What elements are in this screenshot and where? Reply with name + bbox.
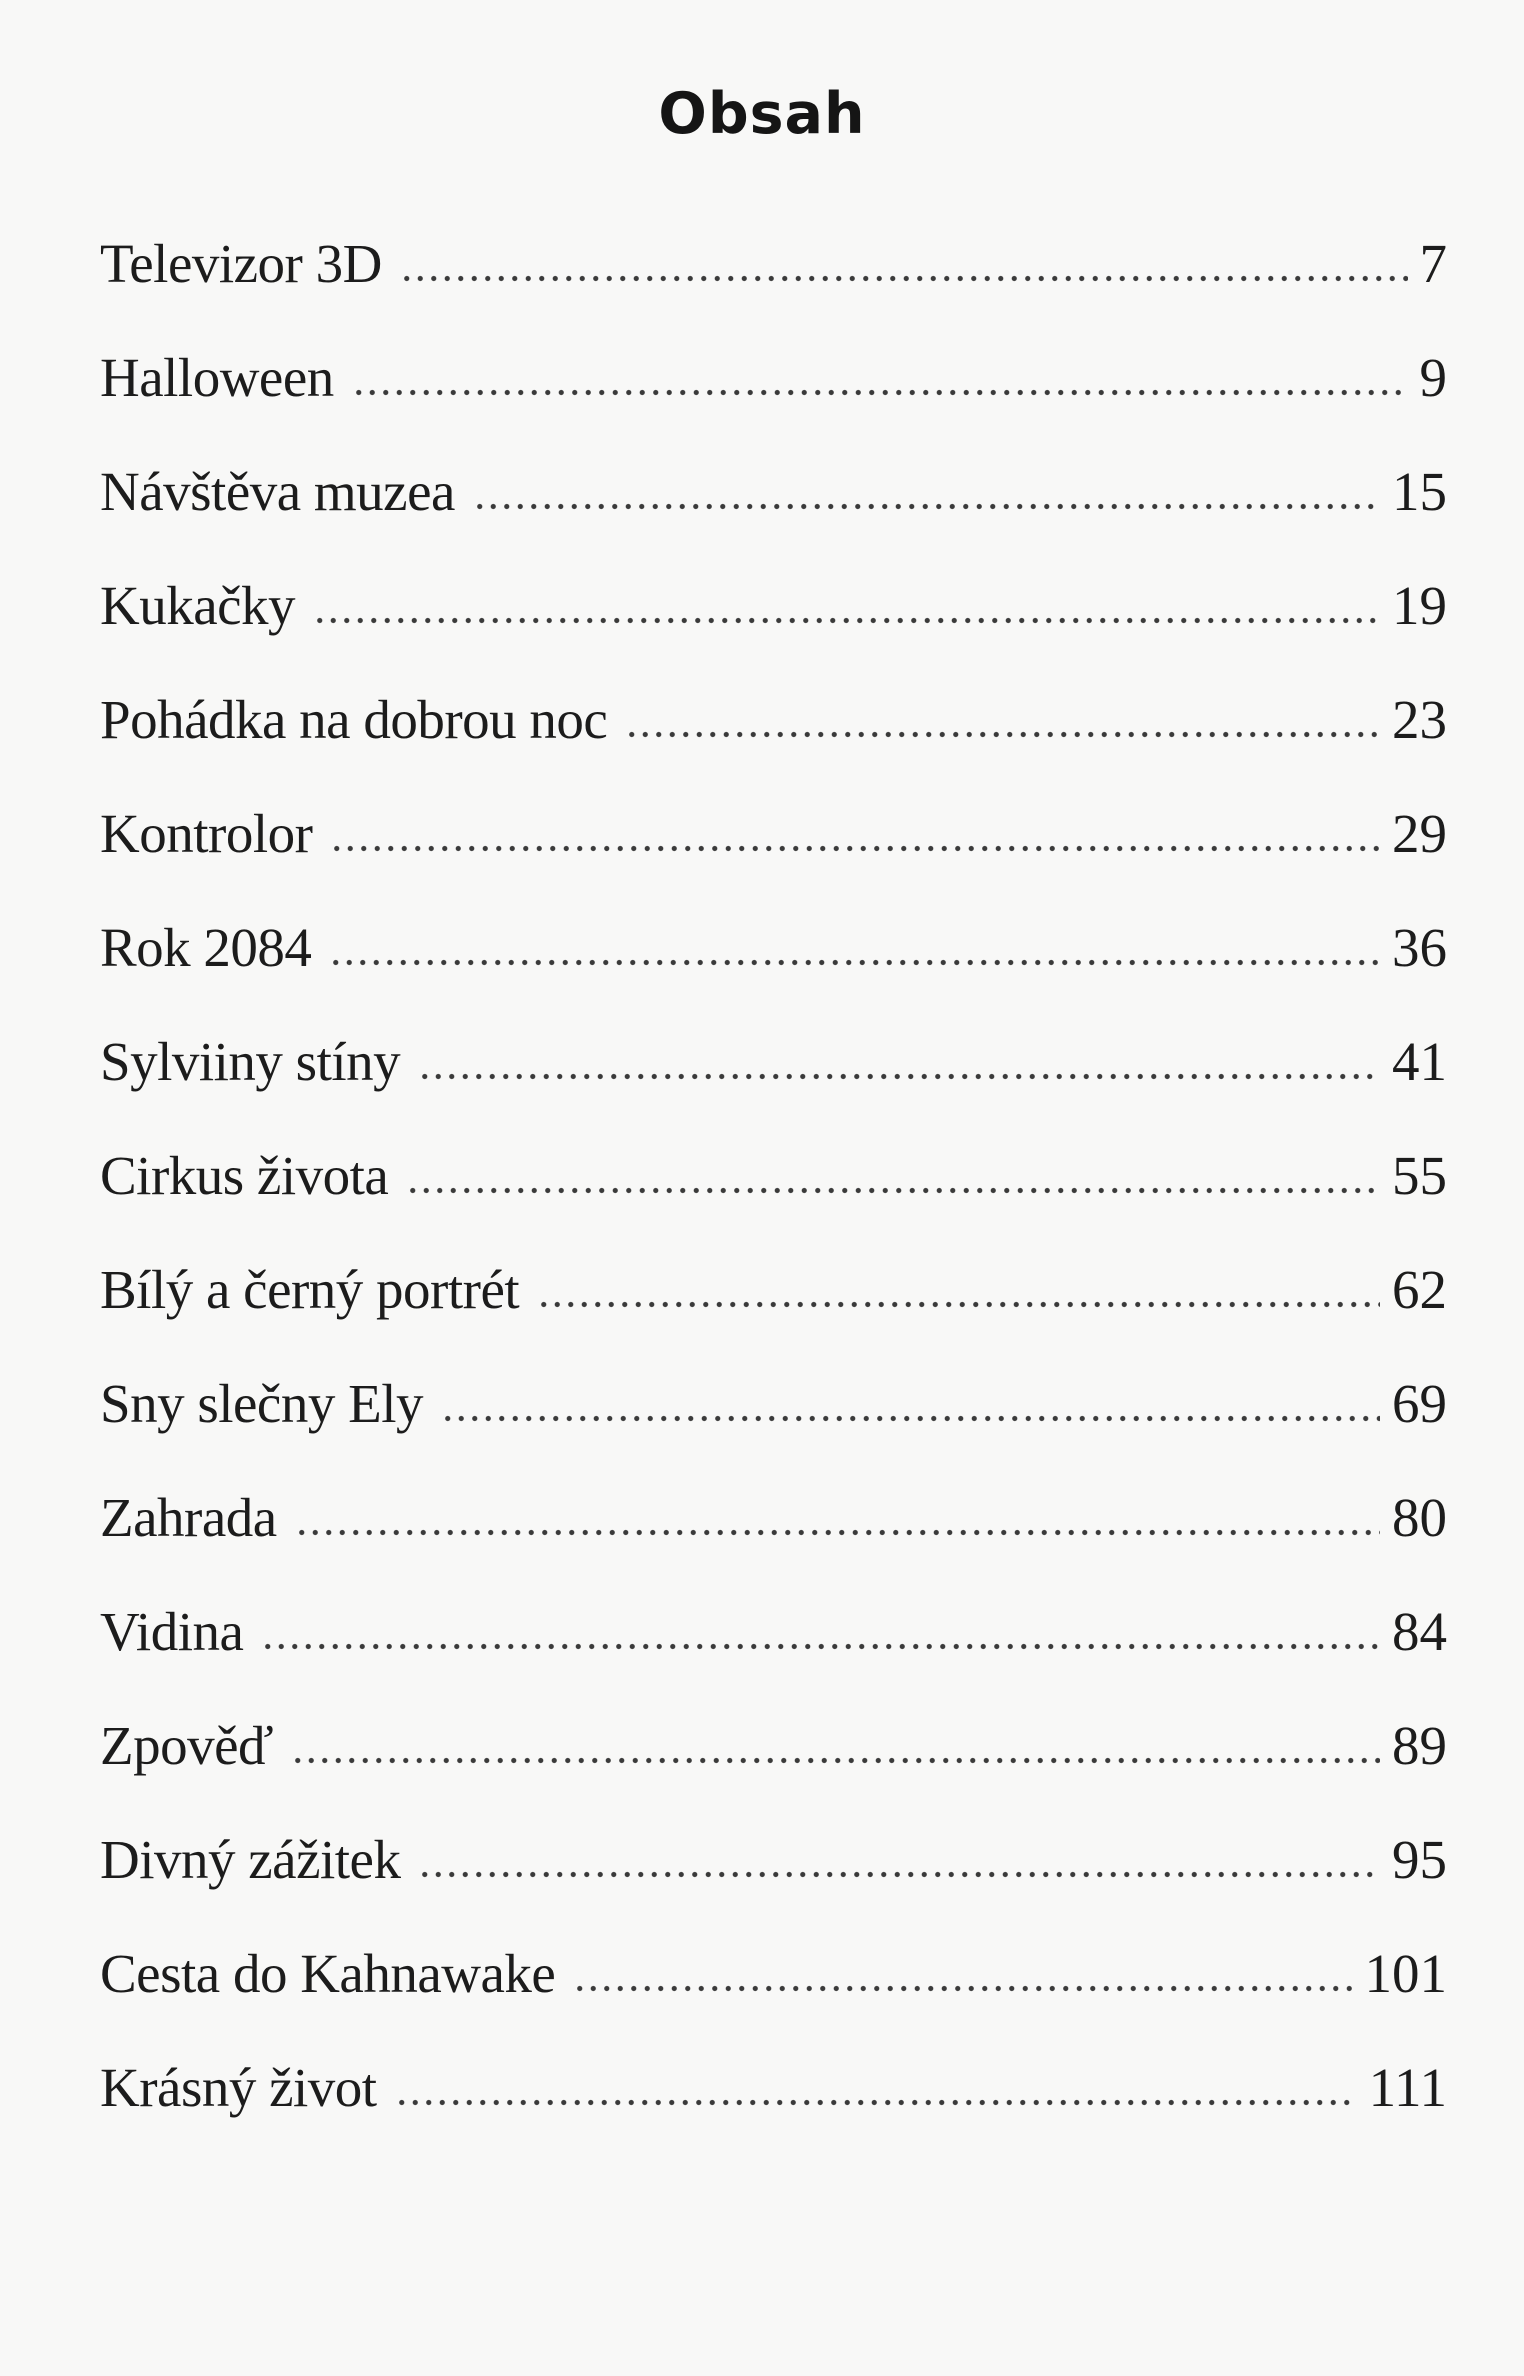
toc-entry-title: Televizor 3D <box>100 233 382 295</box>
toc-entry <box>100 2057 1447 2119</box>
toc-entry-page-number: 15 <box>1392 461 1447 523</box>
dot-leader <box>311 615 1380 624</box>
toc-entry-page-number: 55 <box>1392 1145 1447 1207</box>
toc-entry-title: Sny slečny Ely <box>100 1373 423 1435</box>
toc-entry-page-number: 101 <box>1364 1943 1447 2005</box>
dot-leader <box>623 729 1380 738</box>
toc-entry-title: Divný zážitek <box>100 1829 401 1891</box>
toc-entry-page-number: 62 <box>1392 1259 1447 1321</box>
toc-entry-page-number: 41 <box>1392 1031 1447 1093</box>
toc-entry-page-number: 95 <box>1392 1829 1447 1891</box>
toc-entry <box>100 1373 1447 1435</box>
dot-leader <box>535 1299 1380 1308</box>
dot-leader <box>293 1527 1380 1536</box>
toc-entry <box>100 1031 1447 1093</box>
dot-leader <box>328 843 1380 852</box>
toc-entry-title: Vidina <box>100 1601 244 1663</box>
toc-entry <box>100 347 1447 409</box>
toc-entry-page-number: 80 <box>1392 1487 1447 1549</box>
toc-entry <box>100 461 1447 523</box>
dot-leader <box>350 387 1408 396</box>
toc-entry <box>100 1487 1447 1549</box>
toc-entry <box>100 1715 1447 1777</box>
toc-entry-title: Halloween <box>100 347 334 409</box>
page-title: Obsah <box>658 81 866 147</box>
toc-entry-page-number: 69 <box>1392 1373 1447 1435</box>
toc-entry-title: Pohádka na dobrou noc <box>100 689 608 751</box>
toc-list <box>100 233 1447 2119</box>
toc-entry-title: Návštěva muzea <box>100 461 455 523</box>
toc-entry-title: Bílý a černý portrét <box>100 1259 520 1321</box>
dot-leader <box>327 957 1380 966</box>
toc-entry-page-number: 19 <box>1392 575 1447 637</box>
toc-entry <box>100 1943 1447 2005</box>
toc-entry-page-number: 29 <box>1392 803 1447 865</box>
toc-entry-title: Zahrada <box>100 1487 277 1549</box>
dot-leader <box>416 1869 1380 1878</box>
toc-entry-page-number: 36 <box>1392 917 1447 979</box>
toc-entry-title: Kontrolor <box>100 803 313 865</box>
dot-leader <box>404 1185 1380 1194</box>
toc-entry <box>100 803 1447 865</box>
toc-entry-title: Krásný život <box>100 2057 377 2119</box>
toc-entry <box>100 1259 1447 1321</box>
toc-entry-page-number: 9 <box>1419 347 1447 409</box>
toc-entry <box>100 233 1447 295</box>
dot-leader <box>289 1755 1380 1764</box>
toc-entry-page-number: 84 <box>1392 1601 1447 1663</box>
toc-entry-title: Rok 2084 <box>100 917 312 979</box>
dot-leader <box>571 1983 1352 1992</box>
toc-entry <box>100 1145 1447 1207</box>
dot-leader <box>471 501 1380 510</box>
toc-entry-title: Zpověď <box>100 1715 274 1777</box>
dot-leader <box>416 1071 1380 1080</box>
toc-entry-page-number: 111 <box>1368 2057 1447 2119</box>
dot-leader <box>259 1641 1380 1650</box>
toc-entry-title: Kukačky <box>100 575 296 637</box>
toc-entry <box>100 917 1447 979</box>
toc-entry <box>100 689 1447 751</box>
toc-entry-title: Sylviiny stíny <box>100 1031 401 1093</box>
toc-entry-page-number: 23 <box>1392 689 1447 751</box>
toc-entry <box>100 575 1447 637</box>
dot-leader <box>393 2097 1357 2106</box>
toc-entry <box>100 1601 1447 1663</box>
dot-leader <box>398 273 1408 282</box>
toc-entry-title: Cesta do Kahnawake <box>100 1943 556 2005</box>
toc-entry-page-number: 7 <box>1419 233 1447 295</box>
toc-entry-page-number: 89 <box>1392 1715 1447 1777</box>
toc-entry-title: Cirkus života <box>100 1145 389 1207</box>
toc-entry <box>100 1829 1447 1891</box>
dot-leader <box>439 1413 1380 1422</box>
